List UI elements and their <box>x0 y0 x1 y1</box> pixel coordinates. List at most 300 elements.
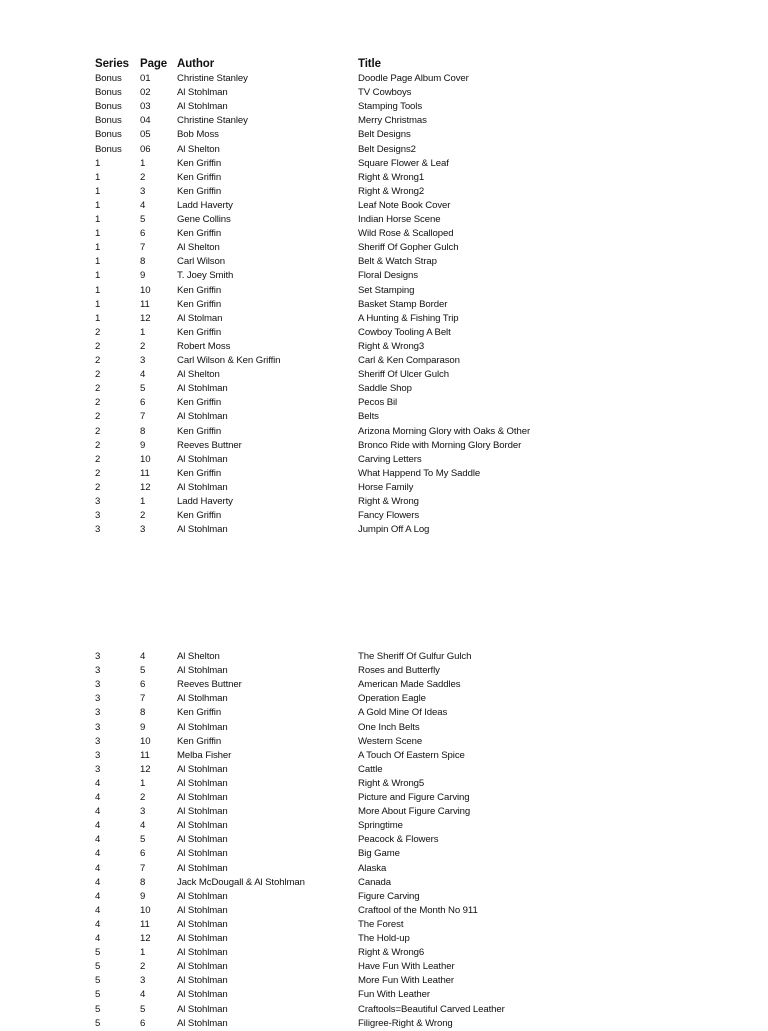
title-cell: Carving Letters <box>358 453 422 465</box>
title-cell: Arizona Morning Glory with Oaks & Other <box>358 425 531 437</box>
title-cell: Floral Designs <box>358 270 418 282</box>
title-cell: Roses and Butterfly <box>358 665 440 677</box>
author-cell: Christine Stanley <box>177 73 248 84</box>
title-cell: The Sheriff Of Gulfur Gulch <box>358 651 472 662</box>
page-cell: 10 <box>140 735 151 747</box>
series-cell: 4 <box>95 862 101 874</box>
author-cell: Ken Griffin <box>177 228 222 240</box>
page-cell: 12 <box>140 763 151 775</box>
author-cell: Al Stohlman <box>177 890 228 902</box>
series-cell: 4 <box>95 933 101 944</box>
title-cell: Fun With Leather <box>358 989 430 1001</box>
page-cell: 1 <box>140 326 146 338</box>
title-cell: Carl & Ken Comparason <box>358 355 460 366</box>
table-row <box>0 721 768 735</box>
title-cell: Alaska <box>358 862 387 874</box>
series-cell: 3 <box>95 496 101 507</box>
title-cell: Sheriff Of Ulcer Gulch <box>358 369 449 381</box>
author-cell: Ken Griffin <box>177 735 222 747</box>
title-cell: Right & Wrong <box>358 496 419 507</box>
page-cell: 8 <box>140 707 146 719</box>
author-cell: Robert Moss <box>177 340 231 352</box>
series-cell: 5 <box>95 961 101 973</box>
series-cell: 3 <box>95 763 101 775</box>
series-cell: 2 <box>95 355 101 366</box>
page-cell: 2 <box>140 792 146 803</box>
page-cell: 3 <box>140 806 146 818</box>
series-cell: Bonus <box>95 101 122 113</box>
author-cell: T. Joey Smith <box>177 270 234 282</box>
table-row <box>0 312 768 326</box>
page-cell: 6 <box>140 397 146 409</box>
author-cell: Ken Griffin <box>177 157 222 169</box>
author-cell: Al Stohlman <box>177 848 228 860</box>
table-row <box>0 890 768 904</box>
title-cell: Cattle <box>358 763 383 775</box>
author-cell: Ken Griffin <box>177 425 222 437</box>
title-cell: Set Stamping <box>358 284 415 296</box>
series-cell: 1 <box>95 242 101 254</box>
title-cell: TV Cowboys <box>358 87 412 99</box>
page-cell: 2 <box>140 340 146 352</box>
author-cell: Al Stohlman <box>177 862 228 874</box>
title-cell: Western Scene <box>358 735 423 747</box>
page-cell: 4 <box>140 199 146 211</box>
author-cell: Reeves Buttner <box>177 679 242 691</box>
series-cell: 4 <box>95 890 101 902</box>
table-row <box>0 128 768 142</box>
author-cell: Ken Griffin <box>177 467 222 479</box>
series-cell: 4 <box>95 777 101 789</box>
title-cell: Indian Horse Scene <box>358 214 441 225</box>
title-cell: Filigree-Right & Wrong <box>358 1017 453 1029</box>
page-cell: 02 <box>140 87 151 99</box>
series-cell: 1 <box>95 157 101 169</box>
header-page: Page <box>140 58 168 70</box>
page-cell: 10 <box>140 284 151 296</box>
table-row <box>0 495 768 509</box>
author-cell: Al Stohlman <box>177 989 228 1001</box>
table-row <box>0 918 768 932</box>
table-row <box>0 72 768 86</box>
author-cell: Ken Griffin <box>177 326 222 338</box>
header-series: Series <box>95 58 129 70</box>
table-row <box>0 298 768 312</box>
table-row <box>0 974 768 988</box>
author-cell: Al Shelton <box>177 242 220 254</box>
title-cell: Right & Wrong5 <box>358 777 425 789</box>
page-cell: 5 <box>140 665 146 677</box>
table-row <box>0 481 768 495</box>
title-cell: What Happend To My Saddle <box>358 467 481 479</box>
page-cell: 12 <box>140 933 151 944</box>
title-cell: Belt Designs2 <box>358 143 416 155</box>
page-cell: 4 <box>140 651 146 662</box>
author-cell: Al Stohlman <box>177 101 228 113</box>
page-cell: 9 <box>140 439 146 451</box>
title-cell: Picture and Figure Carving <box>358 792 470 803</box>
table-row <box>0 354 768 368</box>
title-cell: One Inch Belts <box>358 721 420 733</box>
series-cell: 2 <box>95 481 101 493</box>
page-cell: 1 <box>140 777 146 789</box>
page-cell: 11 <box>140 918 150 930</box>
table-row <box>0 396 768 410</box>
title-cell: Craftool of the Month No 911 <box>358 904 478 916</box>
table-row <box>0 1003 768 1017</box>
page-cell: 1 <box>140 157 146 169</box>
author-cell: Al Stohlman <box>177 87 228 99</box>
table-row <box>0 523 768 537</box>
author-cell: Al Stohlman <box>177 904 228 916</box>
title-cell: Figure Carving <box>358 890 420 902</box>
page-cell: 9 <box>140 270 146 282</box>
series-cell: 2 <box>95 439 101 451</box>
page-cell: 6 <box>140 679 146 691</box>
table-row <box>0 706 768 720</box>
title-cell: The Forest <box>358 918 404 930</box>
table-row <box>0 509 768 523</box>
series-cell: 2 <box>95 369 101 381</box>
series-cell: 2 <box>95 397 101 409</box>
page-cell: 10 <box>140 904 151 916</box>
table-row <box>0 664 768 678</box>
series-cell: Bonus <box>95 73 122 84</box>
author-cell: Ken Griffin <box>177 510 222 522</box>
author-cell: Al Stohlman <box>177 481 228 493</box>
page-cell: 1 <box>140 496 146 507</box>
table-row <box>0 833 768 847</box>
title-cell: A Touch Of Eastern Spice <box>358 749 465 761</box>
title-cell: Square Flower & Leaf <box>358 157 449 169</box>
title-cell: A Hunting & Fishing Trip <box>358 312 459 324</box>
table-row <box>0 382 768 396</box>
title-cell: Bronco Ride with Morning Glory Border <box>358 439 522 451</box>
series-cell: 1 <box>95 298 101 310</box>
author-cell: Al Stohlman <box>177 665 228 677</box>
author-cell: Al Stolhman <box>177 693 228 705</box>
author-cell: Al Stohlman <box>177 1003 228 1015</box>
page-cell: 12 <box>140 481 151 493</box>
series-cell: 3 <box>95 524 101 536</box>
series-cell: 1 <box>95 270 101 282</box>
author-cell: Melba Fisher <box>177 749 232 761</box>
page-cell: 11 <box>140 298 150 310</box>
series-cell: 4 <box>95 834 101 846</box>
page-cell: 3 <box>140 185 146 197</box>
table-row <box>0 269 768 283</box>
series-cell: 3 <box>95 510 101 522</box>
page-cell: 5 <box>140 834 146 846</box>
page-cell: 1 <box>140 947 146 959</box>
author-cell: Al Stohlman <box>177 820 228 832</box>
table-row <box>0 650 768 664</box>
author-cell: Carl Wilson <box>177 256 225 268</box>
column-header-row <box>0 56 768 72</box>
page-cell: 4 <box>140 369 146 381</box>
title-cell: Big Game <box>358 848 400 860</box>
series-cell: 1 <box>95 284 101 296</box>
page-cell: 8 <box>140 425 146 437</box>
table-row <box>0 326 768 340</box>
table-row <box>0 805 768 819</box>
table-row <box>0 368 768 382</box>
page-cell: 8 <box>140 876 146 888</box>
page-cell: 5 <box>140 1003 146 1015</box>
table-row <box>0 847 768 861</box>
title-cell: Craftools=Beautiful Carved Leather <box>358 1003 505 1015</box>
title-cell: Sheriff Of Gopher Gulch <box>358 242 459 254</box>
series-cell: 3 <box>95 735 101 747</box>
title-cell: Stamping Tools <box>358 101 423 113</box>
title-cell: Belts <box>358 411 379 423</box>
series-cell: 4 <box>95 904 101 916</box>
page-cell: 11 <box>140 749 150 761</box>
title-cell: Have Fun With Leather <box>358 961 455 973</box>
table-row <box>0 692 768 706</box>
table-row <box>0 960 768 974</box>
series-cell: Bonus <box>95 115 122 127</box>
author-cell: Al Stohlman <box>177 1017 228 1029</box>
page-cell: 4 <box>140 989 146 1001</box>
page-cell: 8 <box>140 256 146 268</box>
author-cell: Al Stohlman <box>177 834 228 846</box>
title-cell: Cowboy Tooling A Belt <box>358 326 451 338</box>
series-cell: 5 <box>95 975 101 987</box>
table-row <box>0 185 768 199</box>
author-cell: Christine Stanley <box>177 115 248 127</box>
title-cell: Right & Wrong6 <box>358 947 425 959</box>
page-cell: 7 <box>140 693 146 705</box>
title-cell: More Fun With Leather <box>358 975 455 987</box>
series-cell: 3 <box>95 749 101 761</box>
page-cell: 04 <box>140 115 151 127</box>
table-row <box>0 114 768 128</box>
page-cell: 3 <box>140 524 146 536</box>
title-cell: Merry Christmas <box>358 115 427 127</box>
table-row <box>0 410 768 424</box>
title-cell: Right & Wrong1 <box>358 171 425 183</box>
title-cell: Right & Wrong3 <box>358 340 425 352</box>
series-cell: 3 <box>95 693 101 705</box>
page-cell: 9 <box>140 721 146 733</box>
table-row <box>0 862 768 876</box>
author-cell: Al Shelton <box>177 651 220 662</box>
title-cell: Horse Family <box>358 481 414 493</box>
table-row <box>0 213 768 227</box>
table-row <box>0 284 768 298</box>
title-cell: Wild Rose & Scalloped <box>358 228 454 240</box>
page-cell: 9 <box>140 890 146 902</box>
series-cell: 2 <box>95 383 101 395</box>
page-cell: 5 <box>140 383 146 395</box>
page-cell: 6 <box>140 1017 146 1029</box>
author-cell: Jack McDougall & Al Stohlman <box>177 876 305 888</box>
author-cell: Al Shelton <box>177 369 220 381</box>
title-cell: Peacock & Flowers <box>358 834 439 846</box>
author-cell: Al Stohlman <box>177 763 228 775</box>
page-cell: 7 <box>140 411 146 423</box>
title-cell: Operation Eagle <box>358 693 426 705</box>
table-row <box>0 255 768 269</box>
table-row <box>0 904 768 918</box>
table-row <box>0 946 768 960</box>
series-cell: Bonus <box>95 129 122 141</box>
table-row <box>0 876 768 890</box>
series-cell: 5 <box>95 1017 101 1029</box>
author-cell: Ladd Haverty <box>177 199 233 211</box>
series-cell: 3 <box>95 707 101 719</box>
series-cell: 3 <box>95 721 101 733</box>
author-cell: Gene Collins <box>177 214 231 225</box>
table-row <box>0 735 768 749</box>
author-cell: Al Stohlman <box>177 806 228 818</box>
series-cell: 4 <box>95 820 101 832</box>
page-cell: 7 <box>140 862 146 874</box>
author-cell: Ken Griffin <box>177 185 222 197</box>
page-cell: 05 <box>140 129 151 141</box>
table-row <box>0 678 768 692</box>
author-cell: Ken Griffin <box>177 171 222 183</box>
title-cell: More About Figure Carving <box>358 806 471 818</box>
series-cell: 1 <box>95 214 101 225</box>
title-cell: Canada <box>358 876 392 888</box>
title-cell: Doodle Page Album Cover <box>358 73 469 84</box>
series-cell: 5 <box>95 947 101 959</box>
author-cell: Al Stohlman <box>177 777 228 789</box>
series-cell: 1 <box>95 171 101 183</box>
page-cell: 01 <box>140 73 151 84</box>
author-cell: Al Stohlman <box>177 453 228 465</box>
series-cell: Bonus <box>95 87 122 99</box>
page-cell: 10 <box>140 453 151 465</box>
author-cell: Ken Griffin <box>177 298 222 310</box>
author-cell: Al Stohlman <box>177 933 228 944</box>
series-cell: 2 <box>95 425 101 437</box>
table-row <box>0 227 768 241</box>
series-cell: 2 <box>95 467 101 479</box>
page-cell: 12 <box>140 312 151 324</box>
page-cell: 6 <box>140 848 146 860</box>
series-cell: 1 <box>95 228 101 240</box>
series-cell: 2 <box>95 340 101 352</box>
page-cell: 4 <box>140 820 146 832</box>
series-cell: Bonus <box>95 143 122 155</box>
series-cell: 2 <box>95 453 101 465</box>
table-row <box>0 763 768 777</box>
author-cell: Al Stohlman <box>177 918 228 930</box>
series-cell: 3 <box>95 651 101 662</box>
title-cell: Jumpin Off A Log <box>358 524 430 536</box>
page-cell: 6 <box>140 228 146 240</box>
series-cell: 1 <box>95 199 101 211</box>
table-row <box>0 791 768 805</box>
series-cell: 2 <box>95 326 101 338</box>
table-row <box>0 988 768 1002</box>
series-cell: 5 <box>95 1003 101 1015</box>
series-cell: 4 <box>95 848 101 860</box>
series-cell: 3 <box>95 679 101 691</box>
page-cell: 5 <box>140 214 146 225</box>
table-row <box>0 157 768 171</box>
page-cell: 2 <box>140 961 146 973</box>
series-cell: 4 <box>95 806 101 818</box>
page-cell: 3 <box>140 975 146 987</box>
table-row <box>0 439 768 453</box>
series-cell: 4 <box>95 918 101 930</box>
table-row <box>0 749 768 763</box>
table-row <box>0 100 768 114</box>
table-row <box>0 340 768 354</box>
series-cell: 1 <box>95 256 101 268</box>
title-cell: Basket Stamp Border <box>358 298 448 310</box>
title-cell: A Gold Mine Of Ideas <box>358 707 448 719</box>
page-cell: 11 <box>140 467 150 479</box>
page-cell: 3 <box>140 355 146 366</box>
series-cell: 5 <box>95 989 101 1001</box>
author-cell: Bob Moss <box>177 129 219 141</box>
author-cell: Al Stohlman <box>177 411 228 423</box>
table-row <box>0 467 768 481</box>
header-title: Title <box>358 58 381 70</box>
author-cell: Al Stohlman <box>177 721 228 733</box>
title-cell: Belt & Watch Strap <box>358 256 437 268</box>
title-cell: Saddle Shop <box>358 383 412 395</box>
title-cell: Right & Wrong2 <box>358 185 425 197</box>
author-cell: Al Stolman <box>177 312 223 324</box>
author-cell: Al Stohlman <box>177 947 228 959</box>
author-cell: Carl Wilson & Ken Griffin <box>177 355 281 366</box>
title-cell: Fancy Flowers <box>358 510 420 522</box>
table-row <box>0 932 768 946</box>
title-cell: Pecos Bil <box>358 397 398 409</box>
page-cell: 7 <box>140 242 146 254</box>
author-cell: Al Stohlman <box>177 383 228 395</box>
table-row <box>0 819 768 833</box>
table-row <box>0 453 768 467</box>
series-cell: 1 <box>95 185 101 197</box>
author-cell: Al Shelton <box>177 143 220 155</box>
author-cell: Ken Griffin <box>177 284 222 296</box>
table-row <box>0 425 768 439</box>
table-row <box>0 171 768 185</box>
author-cell: Al Stohlman <box>177 961 228 973</box>
series-cell: 3 <box>95 665 101 677</box>
page-cell: 2 <box>140 171 146 183</box>
author-cell: Al Stohlman <box>177 524 228 536</box>
series-cell: 4 <box>95 792 101 803</box>
table-row <box>0 86 768 100</box>
series-cell: 1 <box>95 312 101 324</box>
table-row <box>0 777 768 791</box>
title-cell: The Hold-up <box>358 933 410 944</box>
series-cell: 4 <box>95 876 101 888</box>
page-cell: 03 <box>140 101 151 113</box>
title-cell: Leaf Note Book Cover <box>358 199 451 211</box>
table-row <box>0 199 768 213</box>
author-cell: Al Stohlman <box>177 792 228 803</box>
table-row <box>0 143 768 157</box>
table-row <box>0 241 768 255</box>
page-cell: 2 <box>140 510 146 522</box>
author-cell: Ken Griffin <box>177 397 222 409</box>
author-cell: Ken Griffin <box>177 707 222 719</box>
series-cell: 2 <box>95 411 101 423</box>
title-cell: Belt Designs <box>358 129 411 141</box>
author-cell: Reeves Buttner <box>177 439 242 451</box>
page-cell: 06 <box>140 143 151 155</box>
title-cell: Springtime <box>358 820 403 832</box>
